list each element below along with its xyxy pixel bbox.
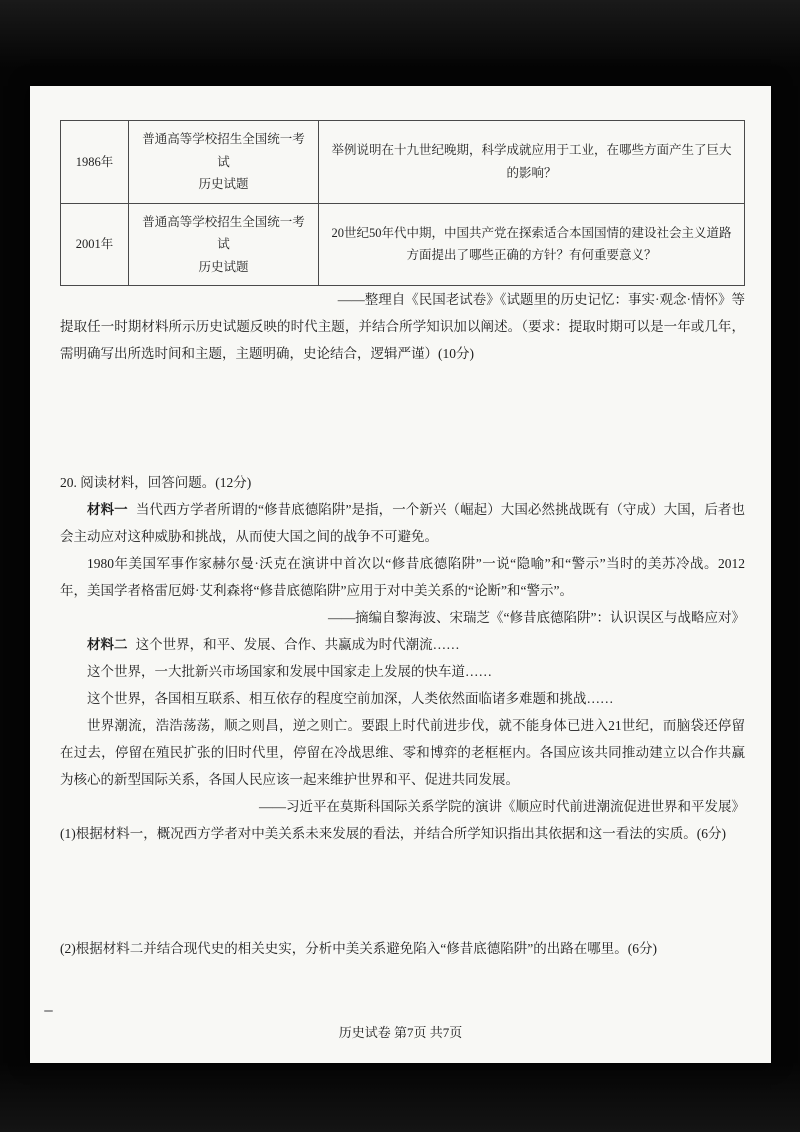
exam-name-line1: 普通高等学校招生全国统一考试 [142, 214, 305, 251]
exam-year-cell: 1986年 [61, 121, 129, 204]
material-2-paragraph-2: 这个世界，一大批新兴市场国家和发展中国家走上发展的快车道…… [87, 664, 492, 679]
page-footer: 历史试卷 第7页 共7页 [338, 1025, 463, 1040]
sub-question-2: (2)根据材料二并结合现代史的相关史实，分析中美关系避免陷入“修昔底德陷阱”的出路在哪里。(6分) [60, 941, 657, 956]
exam-name-line2: 历史试题 [198, 259, 249, 274]
material-1-paragraph-1 [60, 496, 745, 550]
material-1-paragraph-2: 1980年美国军事作家赫尔曼·沃克在演讲中首次以“修昔底德陷阱”一说“隐喻”和“警示”当时的美苏冷战。2012年，美国学者格雷厄姆·艾利森将“修昔底德陷阱”应用于对中美关系的“论断”和“警示”。 [60, 556, 745, 598]
material-2-paragraph-4: 世界潮流，浩浩荡荡，顺之则昌，逆之则亡。要跟上时代前进步伐，就不能身体已进入21世纪，而脑袋还停留在过去，停留在殖民扩张的旧时代里，停留在冷战思维、零和博弈的老框框内。各国应该共同推动建立以合作共赢为核心的新型国际关系，各国人民应该一起来维护世界和平、促进共同发展。 [60, 718, 745, 787]
material-1-source: ——摘编自黎海波、宋瑞芝《“修昔底德陷阱”：认识误区与战略应对》 [328, 610, 745, 625]
task-instructions: 提取任一时期材料所示历史试题反映的时代主题，并结合所学知识加以阐述。（要求：提取时期可以是一年或几年，需明确写出所选时间和主题，主题明确，史论结合，逻辑严谨）(10分) [60, 319, 745, 361]
exam-name-cell [129, 203, 319, 286]
answer-space-2 [60, 847, 745, 935]
material-2-paragraph-3: 这个世界，各国相互联系、相互依存的程度空前加深，人类依然面临诸多难题和挑战…… [87, 691, 614, 706]
table-source-citation: ——整理自《民国老试卷》《试题里的历史记忆：事实·观念·情怀》等 [337, 292, 745, 307]
exam-page [30, 86, 771, 1063]
exam-name-cell [129, 121, 319, 204]
material-2-text-1: 这个世界，和平、发展、合作、共赢成为时代潮流…… [135, 637, 460, 652]
sub-question-1: (1)根据材料一，概况西方学者对中美关系未来发展的看法，并结合所学知识指出其依据和这一看法的实质。(6分) [60, 826, 726, 841]
material-2-label: 材料二 [87, 637, 128, 652]
material-2-paragraph-1 [60, 631, 745, 658]
material-1-text-1: 当代西方学者所谓的“修昔底德陷阱”是指，一个新兴（崛起）大国必然挑战既有（守成）大国，后者也会主动应对这种威胁和挑战，从而使大国之间的战争不可避免。 [60, 502, 746, 544]
scan-artifact-dash [44, 1010, 53, 1012]
answer-space-1 [60, 367, 745, 467]
question-20-heading: 20. 阅读材料，回答问题。(12分) [60, 475, 252, 490]
material-1-label: 材料一 [87, 502, 128, 517]
exam-question-cell: 举例说明在十九世纪晚期，科学成就应用于工业，在哪些方面产生了巨大的影响？ [319, 121, 745, 204]
exam-question-cell: 20世纪50年代中期，中国共产党在探索适合本国国情的建设社会主义道路方面提出了哪些正确的方针？有何重要意义？ [319, 203, 745, 286]
past-exams-table [60, 120, 745, 286]
exam-name-line1: 普通高等学校招生全国统一考试 [142, 132, 305, 169]
table-row [61, 121, 745, 204]
material-2-source: ——习近平在莫斯科国际关系学院的演讲《顺应时代前进潮流促进世界和平发展》 [259, 799, 745, 814]
exam-year-cell: 2001年 [61, 203, 129, 286]
table-row [61, 203, 745, 286]
exam-name-line2: 历史试题 [198, 177, 249, 191]
